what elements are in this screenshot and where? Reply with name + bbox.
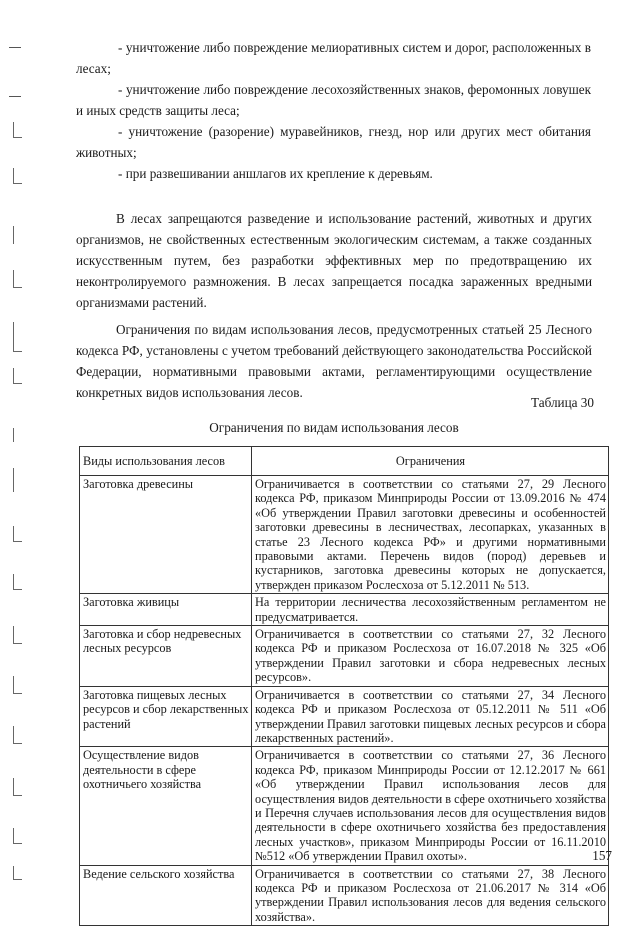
table-cell: Ограничивается в соответствии со статьями 27, 29 Лесного кодекса РФ, приказом Минприроды России от 13.09.2016 № 474 «Об утверждении Правил заготовки древесины и особенностей заготовки древесины в лесничествах, лесопарках, указанных в статье 23 Лесного кодекса РФ» и другими нормативными правовыми актами. Перечень видов (пород) деревьев и кустарников, заготовка древесины которых не допускается, утвержден приказом Рослесхоза от 5.12.2011 № 513. xyxy=(252,476,609,594)
table-header-row xyxy=(80,447,609,476)
column-header: Ограничения xyxy=(252,447,609,476)
binding-mark xyxy=(13,778,24,796)
table-row xyxy=(80,594,609,626)
binding-mark xyxy=(13,626,24,644)
binding-mark xyxy=(13,428,24,442)
binding-mark xyxy=(13,726,24,744)
page-number: 157 xyxy=(592,848,612,863)
table-cell: Заготовка и сбор недревесных лесных ресурсов xyxy=(80,626,252,687)
paragraph: Ограничения по видам использования лесов, предусмотренных статьей 25 Лесного кодекса РФ, установлены с учетом требований действующего законодательства Российской Федерации, нормативными правовыми актами, регламентирующими осуществление конкретных видов использования лесов. xyxy=(76,322,592,400)
binding-mark xyxy=(13,168,24,184)
table-row xyxy=(80,747,609,865)
table-title: Ограничения по видам использования лесов xyxy=(209,420,459,435)
table-cell: Ведение сельского хозяйства xyxy=(80,865,252,926)
bullet-list xyxy=(76,37,591,184)
table-cell: Заготовка пищевых лесных ресурсов и сбор лекарственных растений xyxy=(80,686,252,747)
binding-mark xyxy=(13,574,24,590)
table-row xyxy=(80,686,609,747)
body-text xyxy=(76,208,592,403)
bullet-item: - уничтожение (разорение) муравейников, гнезд, нор или других мест обитания животных; xyxy=(76,124,591,160)
table-cell: Осуществление видов деятельности в сфере охотничьего хозяйства xyxy=(80,747,252,865)
binding-mark xyxy=(13,526,24,542)
table-cell: Ограничивается в соответствии со статьями 27, 38 Лесного кодекса РФ и приказом Рослесхоза от 21.06.2017 № 314 «Об утверждении Правил использования лесов для ведения сельского хозяйства». xyxy=(252,865,609,926)
table-number: Таблица 30 xyxy=(531,395,594,410)
binding-mark xyxy=(13,322,24,352)
table-cell: Ограничивается в соответствии со статьями 27, 36 Лесного кодекса РФ, приказом Минприроды России от 12.12.2017 № 661 «Об утверждении Правил использования лесов для осуществления видов деятельности в сфере охотничьего хозяйства и Перечня случаев использования лесов для осуществления видов деятельности в сфере охотничьего хозяйства без предоставления лесных участков», приказом Минприроды России от 16.11.2010 №512 «Об утверждении Правил охоты». xyxy=(252,747,609,865)
table-cell: На территории лесничества лесохозяйственным регламентом не предусматривается. xyxy=(252,594,609,626)
bullet-item: - при развешивании аншлагов их крепление к деревьям. xyxy=(118,166,433,181)
table-cell: Ограничивается в соответствии со статьями 27, 32 Лесного кодекса РФ и приказом Рослесхоза от 16.07.2018 № 325 «Об утверждении Правил заготовки и сбора недревесных лесных ресурсов». xyxy=(252,626,609,687)
binding-mark xyxy=(13,828,24,844)
binding-mark xyxy=(13,676,24,694)
binding-marks xyxy=(0,0,40,905)
table-cell: Заготовка живицы xyxy=(80,594,252,626)
binding-mark xyxy=(13,468,24,492)
binding-mark xyxy=(9,96,21,97)
binding-mark xyxy=(13,270,24,288)
table-row xyxy=(80,865,609,926)
restrictions-table xyxy=(79,446,609,926)
paragraph: В лесах запрещаются разведение и использование растений, животных и других организмов, не свойственных естественным экологическим системам, а также созданных искусственным путем, без разработки эффективных мер по предотвращению их неконтролируемого размножения. В лесах запрещается посадка зараженных вредными организмами растений. xyxy=(76,211,592,310)
binding-mark xyxy=(13,122,24,138)
binding-mark xyxy=(13,368,24,384)
binding-mark xyxy=(9,47,21,48)
table-cell: Ограничивается в соответствии со статьями 27, 34 Лесного кодекса РФ и приказом Рослесхоза от 05.12.2011 № 511 «Об утверждении Правил заготовки пищевых лесных ресурсов и сбора лекарственных растений». xyxy=(252,686,609,747)
binding-mark xyxy=(13,866,24,880)
bullet-item: - уничтожение либо повреждение лесохозяйственных знаков, феромонных ловушек и иных средств защиты леса; xyxy=(76,82,591,118)
column-header: Виды использования лесов xyxy=(80,447,252,476)
binding-mark xyxy=(13,226,24,244)
table-row xyxy=(80,476,609,594)
bullet-item: - уничтожение либо повреждение мелиоративных систем и дорог, расположенных в лесах; xyxy=(76,40,591,76)
table-cell: Заготовка древесины xyxy=(80,476,252,594)
table-row xyxy=(80,626,609,687)
